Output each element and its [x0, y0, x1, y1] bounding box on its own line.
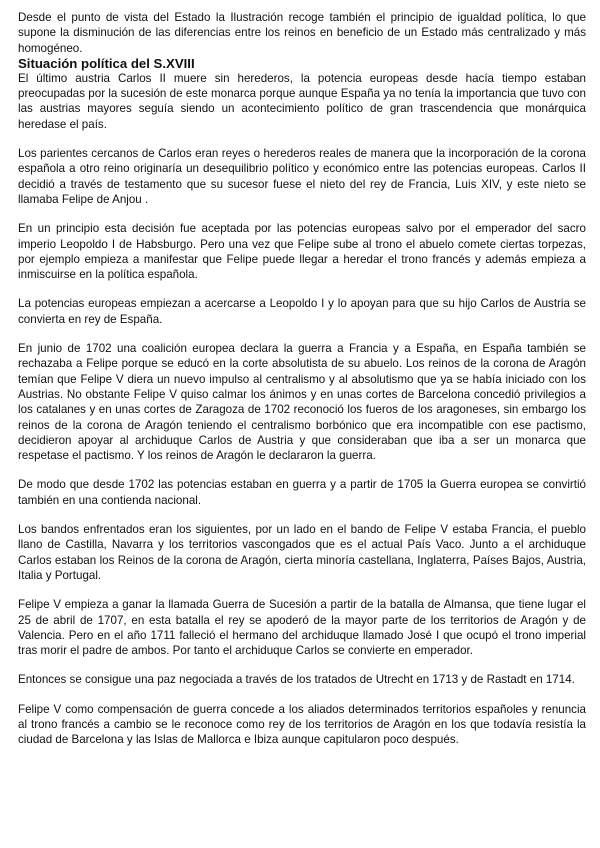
- paragraph-10: Felipe V como compensación de guerra concede a los aliados determinados territorios españoles y renuncia al trono francés a cambio se le reconoce como rey de los territorios de Aragón en los que todavía resistía la ciudad de Barcelona y las Islas de Mallorca e Ibiza aunque capitularon poco después.: [18, 702, 586, 747]
- paragraph-9: Entonces se consigue una paz negociada a través de los tratados de Utrecht en 1713 y de Rastadt en 1714.: [18, 673, 575, 687]
- paragraph-7: Los bandos enfrentados eran los siguientes, por un lado en el bando de Felipe V estaba Francia, el pueblo llano de Castilla, Navarra y los territorios vascongados que es el actual País Vaco. Junto a el archiduque Carlos estaban los Reinos de la corona de Aragón, cierta minoría castellana, Inglaterra, Países Bajos, Austria, Italia y Portugal.: [18, 523, 586, 582]
- paragraph-4: La potencias europeas empiezan a acercarse a Leopoldo I y lo apoyan para que su hijo Carlos de Austria se convierta en rey de España.: [18, 297, 586, 326]
- intro-paragraph: Desde el punto de vista del Estado la Ilustración recoge también el principio de igualdad política, lo que supone la disminución de las diferencias entre los reinos en beneficio de un Estado más centralizado y más homogéneo.: [18, 11, 586, 55]
- document-page: [18, 10, 586, 762]
- paragraph-3: En un principio esta decisión fue aceptada por las potencias europeas salvo por el emperador del sacro imperio Leopoldo I de Habsburgo. Pero una vez que Felipe sube al trono el abuelo comete ciertas torpezas, por ejemplo empieza a manifestar que Felipe puede llegar a heredar el trono francés y además empieza a inmiscuirse en la política española.: [18, 222, 586, 282]
- paragraph-2: Los parientes cercanos de Carlos eran reyes o herederos reales de manera que la incorporación de la corona española a otro reino originaría un desequilibrio político y económico entre las potencias europeas. Carlos II decidió a través de testamento que su sucesor fuese el nieto del rey de Francia, Luis XIV, y este nieto se llamaba Felipe de Anjou .: [18, 147, 586, 206]
- paragraph-5: En junio de 1702 una coalición europea declara la guerra a Francia y a España, en España también se rechazaba a Felipe porque se educó en la corte absolutista de su abuelo. Los reinos de la corona de Aragón temían que Felipe V diera un nuevo impulso al centralismo y al absolutismo que ya se había iniciado con los Austrias. No obstante Felipe V quiso calmar los ánimos y en unas cortes de Barcelona concedió privilegios a los catalanes y en unas cortes de Zaragoza de 1702 reconoció los fueros de los aragoneses, sin embargo los reinos de la corona de Aragón teniendo el centralismo borbónico que era incompatible con ese pactismo, decidieron apoyar al archiduque Carlos de Austria y que consideraban que iba a ser un monarca que respetase el pactismo. Y los reinos de Aragón le declararon la guerra.: [18, 342, 586, 463]
- paragraph-6: De modo que desde 1702 las potencias estaban en guerra y a partir de 1705 la Guerra europea se convirtió también en una contienda nacional.: [18, 478, 586, 507]
- paragraph-8: Felipe V empieza a ganar la llamada Guerra de Sucesión a partir de la batalla de Almansa, que tiene lugar el 25 de abril de 1707, en esta batalla el rey se apoderó de la mayor parte de los territorios de Aragón y de Valencia. Pero en el año 1711 falleció el hermano del archiduque llamado José I que ocupó el trono imperial tras morir el padre de ambos. Por tanto el archiduque Carlos se convierte en emperador.: [18, 598, 586, 658]
- paragraph-1: El último austria Carlos II muere sin herederos, la potencia europeas desde hacía tiempo estaban preocupadas por la sucesión de este monarca porque aunque España ya no tenía la importancia que tuvo con las austrias mayores seguía siendo un acontecimiento político de gran trascendencia que monárquica heredase el país.: [18, 71, 586, 131]
- section-heading: Situación política del S.XVIII: [18, 55, 195, 71]
